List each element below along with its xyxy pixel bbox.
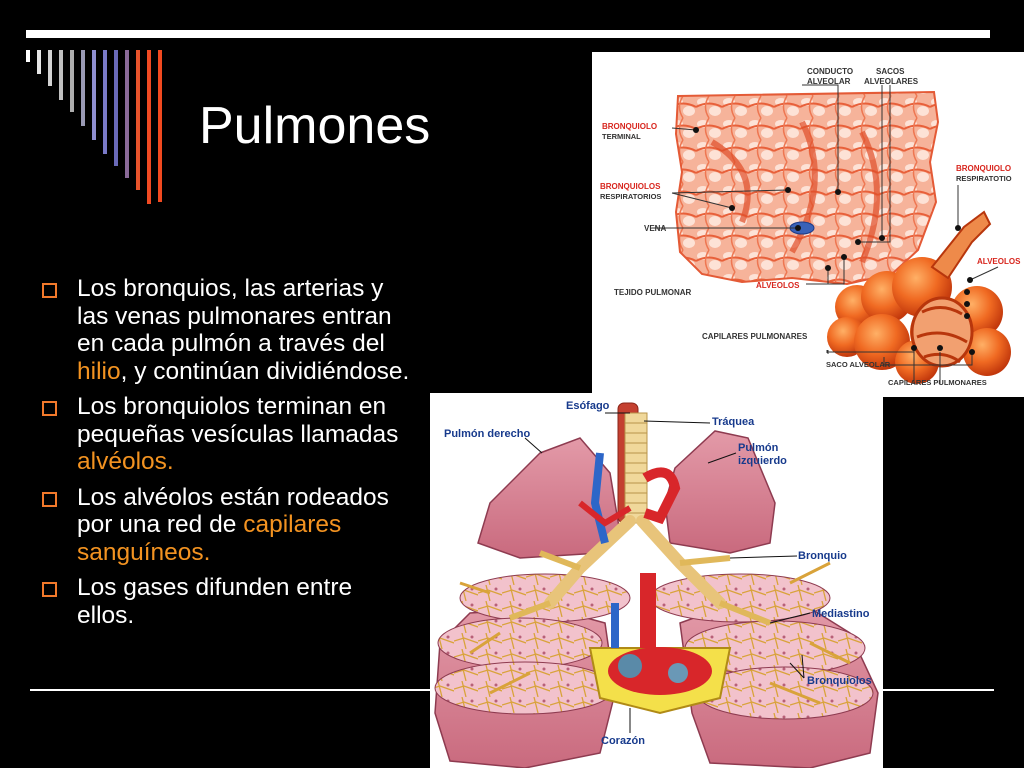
label-bronquiolo-terminal: BRONQUIOLO <box>602 122 658 131</box>
lung-section-right-upper <box>460 574 630 622</box>
lung-anatomy-figure <box>430 393 883 768</box>
label-esofago: Esófago <box>566 400 610 412</box>
bullet-list <box>42 275 412 637</box>
label-conducto-alveolar-2: ALVEOLAR <box>807 77 851 86</box>
hollow-square-bullet-icon <box>42 582 57 597</box>
label-saco-alveolar: SACO ALVEOLAR <box>826 360 891 369</box>
bullet-text: Los bronquiolos terminan en pequeñas vesículas llamadas <box>77 393 399 448</box>
bullet-text: Los alvéolos están rodeados por una red de <box>77 483 389 538</box>
label-bronquio: Bronquio <box>798 550 847 562</box>
label-bronquiolo-respiratorio: BRONQUIOLO <box>956 164 1012 173</box>
hollow-square-bullet-icon <box>42 401 57 416</box>
label-bronquiolo-terminal-2: TERMINAL <box>602 132 641 141</box>
label-tejido-pulmonar: TEJIDO PULMONAR <box>614 288 692 297</box>
label-pulmon-izquierdo: Pulmón <box>738 442 779 454</box>
label-corazon: Corazón <box>601 735 645 747</box>
label-traquea: Tráquea <box>712 416 755 428</box>
bullet-highlight: hilio <box>77 357 121 385</box>
label-capilares-pulmonares-2: CAPILARES PULMONARES <box>888 378 987 387</box>
label-bronquiolos: Bronquiolos <box>807 675 872 687</box>
label-bronquiolos-respiratorios-2: RESPIRATORIOS <box>600 192 662 201</box>
label-vena: VENA <box>644 224 667 233</box>
hollow-square-bullet-icon <box>42 492 57 507</box>
lung-tissue-figure <box>592 52 1024 397</box>
bullet-item <box>42 574 412 629</box>
decorative-bars <box>0 0 180 220</box>
label-pulmon-izquierdo-2: izquierdo <box>738 455 787 467</box>
label-alveolos-right: ALVEOLOS <box>977 257 1021 266</box>
bullet-text: Los bronquios, las arterias y las venas pulmonares entran en cada pulmón a través del <box>77 275 392 357</box>
slide-title: Pulmones <box>199 97 431 155</box>
label-bronquiolo-respiratorio-2: RESPIRATOTIO <box>956 174 1012 183</box>
lung-tissue-block <box>676 92 938 284</box>
label-alveolos-left: ALVEOLOS <box>756 281 800 290</box>
label-bronquiolos-respiratorios: BRONQUIOLOS <box>600 182 661 191</box>
bullet-text-end: , y continúan dividiéndose. <box>120 357 410 385</box>
bullet-highlight: alvéolos. <box>77 448 174 475</box>
bullet-item <box>42 484 412 567</box>
label-sacos-alveolares-2: ALVEOLARES <box>864 77 919 86</box>
lung-section-right-lower <box>438 618 602 668</box>
label-conducto-alveolar: CONDUCTO <box>807 67 854 76</box>
bullet-text: Los gases difunden entre ellos. <box>77 574 353 629</box>
hollow-square-bullet-icon <box>42 283 57 298</box>
label-mediastino: Mediastino <box>812 608 870 620</box>
bullet-item <box>42 393 412 476</box>
bullet-item <box>42 275 412 385</box>
bullet-highlight: capilares sanguíneos. <box>77 511 342 566</box>
label-sacos-alveolares: SACOS <box>876 67 905 76</box>
label-pulmon-derecho: Pulmón derecho <box>444 428 531 440</box>
label-capilares-pulmonares: CAPILARES PULMONARES <box>702 332 808 341</box>
